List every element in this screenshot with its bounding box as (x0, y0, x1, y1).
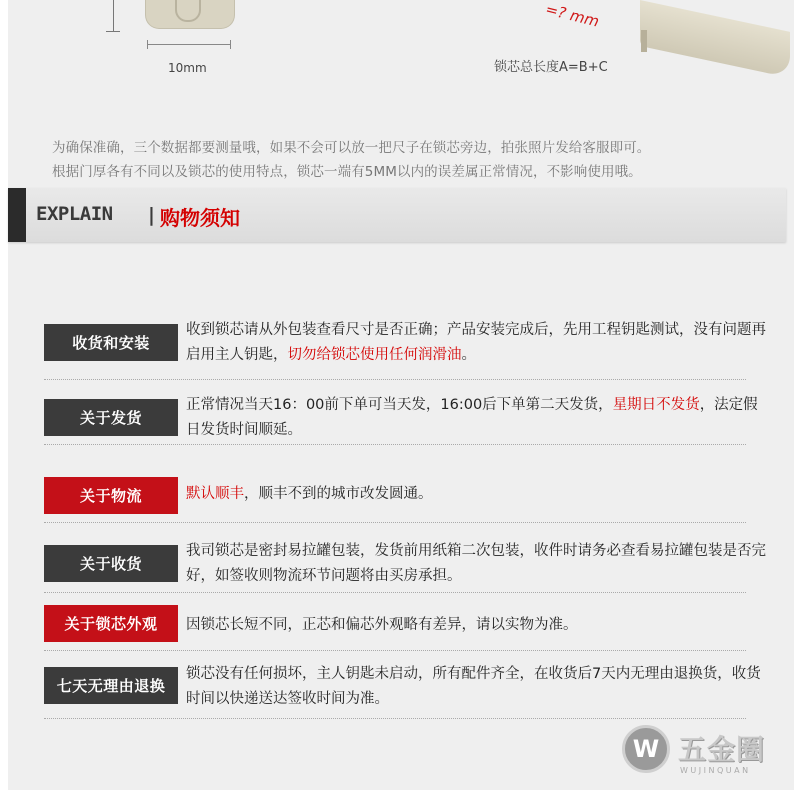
brand-logo-text: 五金圈 (678, 733, 766, 766)
keyhole-shape (175, 0, 201, 22)
row-divider (44, 592, 746, 593)
dimension-line (113, 0, 114, 32)
length-formula: 锁芯总长度A=B+C (494, 60, 608, 75)
row-divider (44, 379, 746, 380)
desc-text-end: ，法定假日发货时间顺延。 (186, 397, 758, 438)
label-shipping: 关于发货 (44, 399, 178, 436)
section-header-title: 购物须知 (160, 206, 240, 230)
cylinder-rod (641, 30, 647, 52)
ruler-line (147, 44, 231, 45)
row-divider (44, 718, 746, 719)
desc-seven-day-return (186, 662, 766, 712)
note-line-1: 为确保准确，三个数据都要测量哦，如果不会可以放一把尺子在锁芯旁边，拍张照片发给客服即可。 (52, 140, 651, 156)
desc-text-end: ，顺丰不到的城市改发圆通。 (244, 486, 433, 502)
label-receipt: 关于收货 (44, 545, 178, 582)
desc-receiving-install (186, 318, 766, 368)
label-appearance: 关于锁芯外观 (44, 605, 178, 642)
desc-highlight: 星期日不发货 (612, 397, 700, 413)
brand-logo-subtext: WUJINQUAN (680, 766, 751, 775)
dimension-10mm-label: 10mm (168, 61, 207, 75)
row-divider (44, 522, 746, 523)
section-header-bar (8, 188, 26, 242)
row-divider (44, 650, 746, 651)
section-header (8, 188, 786, 242)
desc-logistics (186, 482, 766, 507)
desc-shipping (186, 393, 766, 443)
desc-appearance (186, 613, 766, 638)
brand-logo-icon: W (622, 725, 670, 773)
dimension-cap (106, 31, 120, 32)
desc-text: 收到锁芯请从外包装查看尺寸是否正确；产品安装完成后，先用工程钥匙测试，没有问题再启用主人钥匙， (186, 322, 766, 363)
desc-text-end: 。 (461, 347, 476, 363)
label-logistics: 关于物流 (44, 477, 178, 514)
desc-highlight: 切勿给锁芯使用任何润滑油 (287, 347, 462, 363)
note-line-2: 根据门厚各有不同以及锁芯的使用特点，锁芯一端有5MM以内的误差属正常情况，不影响使用哦。 (52, 164, 642, 180)
desc-text: 锁芯没有任何损坏，主人钥匙未启动，所有配件齐全，在收货后7天内无理由退换货，收货时间以快递送达签收时间为准。 (186, 666, 761, 707)
row-divider (44, 444, 746, 445)
section-header-separator: | (148, 204, 155, 226)
desc-text: 因锁芯长短不同，正芯和偏芯外观略有差异，请以实物为准。 (186, 617, 578, 633)
section-header-en: EXPLAIN (36, 203, 113, 225)
desc-receipt (186, 539, 766, 589)
desc-text: 正常情况当天16：00前下单可当天发，16:00后下单第二天发货， (186, 397, 613, 413)
desc-text: 我司锁芯是密封易拉罐包装，发货前用纸箱二次包装，收件时请务必查看易拉罐包装是否完好，如签收则物流环节问题将由买房承担。 (186, 543, 766, 584)
label-seven-day-return: 七天无理由退换 (44, 667, 178, 704)
label-receiving-install: 收货和安装 (44, 324, 178, 361)
desc-highlight: 默认顺丰 (186, 486, 244, 502)
question-mm-label: =? mm (543, 0, 601, 31)
